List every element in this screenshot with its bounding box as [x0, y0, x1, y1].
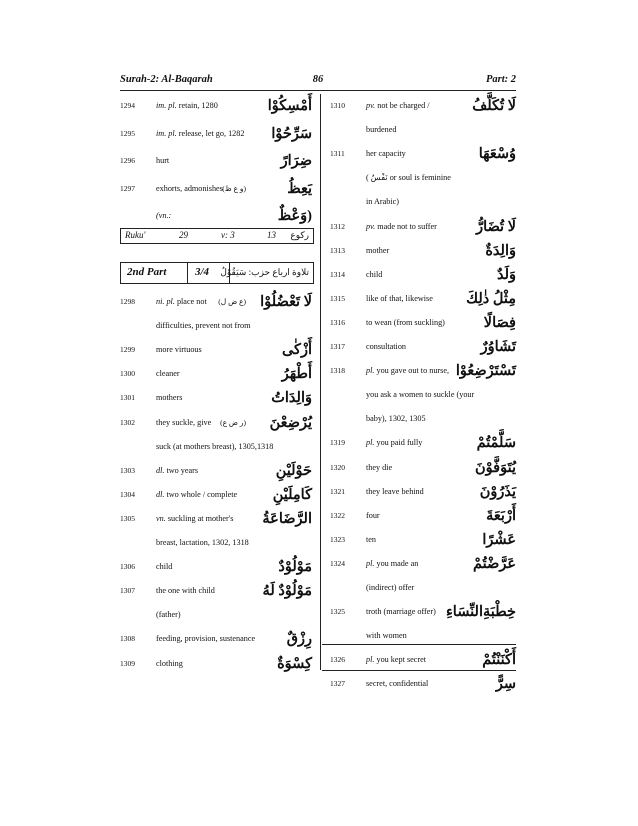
arabic-word: يُتَوَفَّوْنَ — [475, 459, 516, 476]
entry-number: 1295 — [120, 128, 135, 138]
arabic-word: يُرْضِعْنَ — [269, 414, 312, 431]
grammar-tag: vn. — [156, 513, 166, 523]
entry-number: 1312 — [330, 221, 345, 231]
arabic-word: يَذَرُوْنَ — [479, 483, 516, 500]
meaning-text: in Arabic) — [366, 197, 399, 207]
part-separator — [187, 263, 188, 283]
arabic-word: لَا تُكَلَّفُ — [472, 98, 516, 114]
ruku-arabic: رکوع — [290, 230, 309, 240]
meaning-text: suck (at mothers breast), 1305,1318 — [156, 441, 274, 451]
entry-number: 1325 — [330, 607, 345, 617]
grammar-tag: ni. pl. — [156, 297, 175, 306]
meaning-text: like of that, likewise — [366, 293, 433, 303]
list-item — [120, 120, 312, 148]
meaning-text: ten — [366, 534, 377, 544]
list-item — [330, 670, 516, 698]
meaning-text: two years — [164, 465, 199, 475]
part-box — [120, 262, 314, 284]
meaning-text: suckling at mother's — [165, 513, 234, 523]
entry-number: 1297 — [120, 183, 135, 193]
meaning-text: mother — [366, 245, 390, 255]
entry-number: 1316 — [330, 317, 345, 327]
entry-number: 1307 — [120, 586, 135, 596]
entry-meaning — [156, 202, 171, 230]
column-divider — [320, 94, 321, 670]
grammar-tag: pl. — [366, 655, 375, 665]
root-letters: (ع ض ل) — [218, 297, 246, 306]
entry-number: 1327 — [330, 679, 345, 689]
ruku-label: Ruku' — [125, 230, 146, 240]
meaning-text: (indirect) offer — [366, 583, 415, 592]
grammar-tag: dl. — [156, 465, 165, 475]
meaning-text: hurt — [156, 156, 170, 166]
meaning-text: feeding, provision, sustenance — [156, 634, 256, 644]
page-header — [120, 74, 516, 90]
entry-meaning — [156, 120, 244, 148]
ruku-box — [120, 228, 314, 244]
entry-number: 1305 — [120, 513, 135, 523]
meaning-text: burdened — [366, 125, 397, 135]
entry-meaning — [156, 175, 223, 203]
part-label: Part: 2 — [485, 74, 516, 85]
ruku-verse: v: 3 — [221, 230, 235, 240]
entry-number: 1323 — [330, 534, 345, 544]
entry-number: 1302 — [120, 417, 135, 427]
grammar-tag: im. pl. — [156, 101, 177, 110]
arabic-word: كَامِلَيْنِ — [272, 486, 312, 503]
entry-meaning — [366, 670, 428, 698]
arabic-word: أَرْبَعَةَ — [486, 507, 516, 524]
meaning-text: her capacity — [366, 149, 406, 159]
entry-number: 1320 — [330, 462, 345, 472]
meaning-text: four — [366, 510, 380, 520]
entry-meaning — [156, 92, 218, 120]
meaning-text: two whole / complete — [164, 489, 238, 499]
arabic-word: عَشْرًا — [482, 531, 516, 548]
meaning-text: you ask a women to suckle (your — [366, 390, 475, 400]
entry-number: 1306 — [120, 562, 135, 572]
grammar-tag: pl. — [366, 366, 375, 376]
meaning-text: baby), 1302, 1305 — [366, 414, 426, 424]
grammar-tag: im. pl. — [156, 128, 177, 138]
meaning-text: you made an — [374, 558, 419, 568]
arabic-word: ضِرَارً — [280, 153, 312, 170]
arabic-word: وَالِدَةٌ — [485, 242, 516, 259]
meaning-text: they leave behind — [366, 486, 424, 496]
arabic-word: لَا تَعْضُلُوْا — [260, 294, 312, 310]
arabic-word: مَوْلُوْدٌ — [278, 559, 312, 576]
entry-number: 1315 — [330, 293, 345, 303]
root-letters: (ر ض ع) — [220, 417, 246, 427]
entry-number: 1300 — [120, 369, 135, 379]
entry-number: 1326 — [330, 655, 345, 665]
root-letters: (و ع ظ) — [222, 183, 246, 193]
grammar-tag: dl. — [156, 489, 165, 499]
surah-title: Surah-2: Al-Baqarah — [120, 74, 213, 85]
entry-number: 1301 — [120, 393, 135, 403]
part-arabic: تلاوة ارباع حزب: سَيَقُوْلُ — [220, 267, 309, 277]
arabic-word: (وَعْظٌ — [277, 208, 312, 225]
meaning-text: you paid fully — [374, 438, 423, 448]
list-item — [120, 175, 312, 203]
entry-meaning — [156, 650, 183, 678]
arabic-word: كِسْوَةٌ — [277, 655, 312, 672]
entry-number: 1313 — [330, 245, 345, 255]
arabic-word: رِزْقٌ — [286, 631, 312, 648]
grammar-tag: pv. — [366, 221, 376, 231]
meaning-text: consultation — [366, 342, 407, 351]
arabic-word: وَالِدَاتُ — [271, 390, 312, 407]
ruku-count: 13 — [267, 230, 276, 240]
arabic-word: لَا تُضَارُّ — [476, 218, 516, 235]
header-rule — [120, 90, 516, 91]
meaning-text: mothers — [156, 393, 183, 403]
meaning-text: place not — [174, 297, 207, 306]
arabic-word: وُسْعَهَا — [478, 146, 516, 163]
meaning-text: secret, confidential — [366, 679, 429, 689]
entry-number: 1310 — [330, 101, 345, 110]
arabic-word: أَطْهَرُ — [281, 366, 312, 383]
entry-number: 1324 — [330, 558, 345, 568]
list-item — [120, 202, 312, 230]
meaning-text: child — [156, 562, 173, 572]
entry-number: 1319 — [330, 438, 345, 448]
arabic-word: أَزْكٰى — [281, 342, 312, 359]
arabic-word: أَكْنَنْتُمْ — [482, 652, 516, 669]
arabic-word: سِرًّ — [495, 676, 516, 693]
meaning-text: they die — [366, 462, 393, 472]
arabic-word: عَرَّضْتُمْ — [473, 555, 516, 572]
arabic-word: أَمْسِكُوْا — [267, 98, 312, 114]
grammar-tag: pl. — [366, 558, 375, 568]
arabic-word: سَرِّحُوْا — [271, 125, 312, 142]
arabic-word: حَوْلَيْنِ — [275, 462, 312, 479]
entry-number: 1314 — [330, 269, 345, 279]
arabic-word: تَشَاوُرٌ — [480, 339, 516, 355]
arabic-word: خِطْبَةِالنِّسَاءِ — [445, 604, 516, 621]
arabic-word: مِثْلُ ذٰلِكَ — [466, 290, 516, 307]
meaning-text: difficulties, prevent not from — [156, 321, 251, 331]
meaning-text: clothing — [156, 658, 183, 668]
meaning-text: made not to suffer — [375, 221, 437, 231]
arabic-word: يَعِظُ — [287, 180, 312, 197]
meaning-text: not be charged / — [375, 101, 430, 110]
entry-number: 1317 — [330, 342, 345, 351]
meaning-text: you gave out to nurse, — [374, 366, 450, 376]
arabic-word: مَوْلُوْدٌ لَهُ — [262, 583, 312, 600]
meaning-text: more virtuous — [156, 345, 202, 355]
entry-number: 1298 — [120, 297, 135, 306]
meaning-text: (father) — [156, 610, 181, 620]
entry-number: 1318 — [330, 366, 345, 376]
arabic-word: سَلَّمْتُمْ — [476, 435, 516, 452]
meaning-text: with women — [366, 631, 407, 641]
entry-number: 1311 — [330, 149, 345, 159]
entry-number: 1294 — [120, 101, 135, 110]
meaning-text: ( نَفْسٌ or soul is feminine — [366, 173, 451, 183]
list-item — [120, 147, 312, 175]
arabic-word: الرَّضَاعَةُ — [262, 510, 312, 527]
arabic-word: وَلَدٌ — [496, 266, 516, 283]
entry-number: 1303 — [120, 465, 135, 475]
part-name: 2nd Part — [127, 266, 167, 278]
grammar-tag: (vn.: — [156, 211, 172, 221]
meaning-text: child — [366, 269, 383, 279]
ruku-number: 29 — [179, 230, 188, 240]
meaning-text: breast, lactation, 1302, 1318 — [156, 538, 249, 547]
meaning-text: cleaner — [156, 369, 180, 379]
meaning-text: to wean (from suckling) — [366, 317, 445, 327]
arabic-word: تَسْتَرْضِعُوْا — [455, 363, 516, 380]
part-fraction: 3/4 — [195, 266, 210, 278]
meaning-text: exhorts, admonishes — [156, 183, 223, 193]
meaning-text: retain, 1280 — [176, 101, 218, 110]
entry-meaning — [156, 147, 169, 175]
entry-number: 1304 — [120, 489, 135, 499]
entry-number: 1321 — [330, 486, 345, 496]
arabic-word: فِصَالًا — [483, 314, 516, 331]
grammar-tag: pv. — [366, 101, 376, 110]
entry-number: 1299 — [120, 345, 135, 355]
meaning-text: you kept secret — [374, 655, 427, 665]
list-item — [120, 92, 312, 120]
list-item — [120, 650, 312, 678]
meaning-text: they suckle, give — [156, 417, 212, 427]
entry-number: 1296 — [120, 156, 135, 166]
meaning-text: troth (marriage offer) — [366, 607, 436, 617]
entry-number: 1309 — [120, 658, 135, 668]
page-number: 86 — [312, 74, 324, 85]
entry-number: 1322 — [330, 510, 345, 520]
entry-number: 1308 — [120, 634, 135, 644]
meaning-text: release, let go, 1282 — [176, 128, 245, 138]
grammar-tag: pl. — [366, 438, 375, 448]
meaning-text: the one with child — [156, 586, 215, 596]
